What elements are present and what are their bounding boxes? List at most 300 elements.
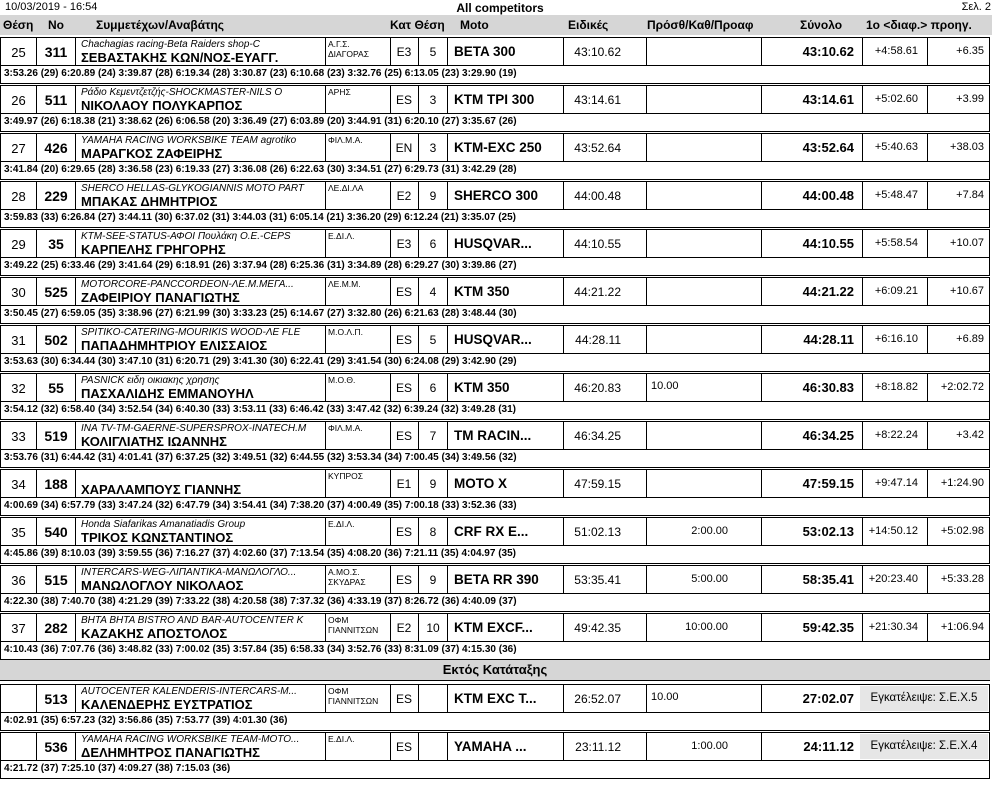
column-divider xyxy=(927,230,928,257)
total-time: 59:42.35 xyxy=(802,620,854,635)
column-divider xyxy=(325,38,326,65)
position: 29 xyxy=(11,237,26,252)
header-total: Σύνολο xyxy=(800,18,843,32)
column-divider xyxy=(447,470,448,497)
result-line xyxy=(0,37,990,66)
total-time: 44:28.11 xyxy=(803,332,854,347)
column-divider xyxy=(761,566,762,593)
column-divider xyxy=(418,685,419,712)
split-times: 3:53.26 (29) 6:20.89 (24) 3:39.87 (28) 6:19.34 (28) 3:30.87 (23) 6:10.68 (23) 3:32.76 (25) 6:13.05 (23) 3:29.90 (19) xyxy=(4,68,517,79)
club-name: ΚΥΠΡΟΣ xyxy=(328,471,364,481)
column-divider xyxy=(563,374,564,401)
position: 27 xyxy=(11,141,26,156)
rider-name: ΜΑΡΑΓΚΟΣ ΖΑΦΕΙΡΗΣ xyxy=(81,146,223,161)
rider-name: ΚΟΛΙΓΛΙΑΤΗΣ ΙΩΑΝΝΗΣ xyxy=(81,434,227,449)
split-times: 4:21.72 (37) 7:25.10 (37) 4:09.27 (38) 7:15.03 (36) xyxy=(4,763,231,774)
column-divider xyxy=(927,518,928,545)
special-time: 46:34.25 xyxy=(574,429,621,443)
club-name: ΟΦΜ ΓΙΑΝΝΙΤΣΩΝ xyxy=(328,686,379,706)
column-divider xyxy=(862,470,863,497)
header-cat-pos: Κατ Θέση xyxy=(390,18,445,32)
motorcycle: KTM 350 xyxy=(454,380,510,395)
category: ES xyxy=(395,692,412,706)
column-divider xyxy=(447,733,448,760)
column-divider xyxy=(325,566,326,593)
gap-to-previous: +3.99 xyxy=(956,93,984,105)
club-name: Μ.Ο.Θ. xyxy=(328,375,356,385)
team-name: Honda Siafarikas Amanatiadis Group xyxy=(81,519,246,530)
result-line xyxy=(0,565,990,594)
special-time: 44:21.22 xyxy=(574,285,621,299)
category-position: 9 xyxy=(429,573,437,587)
column-divider xyxy=(325,182,326,209)
column-divider xyxy=(418,38,419,65)
gap-to-leader: +8:22.24 xyxy=(874,429,918,441)
retired-status: Εγκατέλειψε: Σ.Ε.Χ.4 xyxy=(860,734,988,759)
special-time: 46:20.83 xyxy=(574,381,621,395)
motorcycle: BETA RR 390 xyxy=(454,572,539,587)
total-time: 24:11.12 xyxy=(803,739,854,754)
position: 25 xyxy=(11,45,26,60)
result-line xyxy=(0,732,990,761)
column-divider xyxy=(927,38,928,65)
column-divider xyxy=(447,86,448,113)
motorcycle: SHERCO 300 xyxy=(454,188,539,203)
total-time: 58:35.41 xyxy=(802,572,854,587)
club-name: ΛΕ.ΔΙ.ΛΑ xyxy=(328,183,364,193)
table-row xyxy=(0,469,992,517)
gap-to-previous: +3.42 xyxy=(956,429,984,441)
split-times: 3:49.22 (25) 6:33.46 (29) 3:41.64 (29) 6:18.91 (26) 3:37.94 (28) 6:25.36 (31) 3:34.89 (28) 6:29.27 (30) 3:39.86 (27) xyxy=(4,260,517,271)
column-divider xyxy=(563,278,564,305)
column-divider xyxy=(325,733,326,760)
category-position: 8 xyxy=(429,525,437,539)
column-divider xyxy=(447,326,448,353)
race-number: 188 xyxy=(44,476,68,492)
special-time: 44:28.11 xyxy=(575,333,621,347)
penalty-time: 10:00.00 xyxy=(685,621,728,633)
column-divider xyxy=(75,278,76,305)
rider-name: ΚΑΛΕΝΔΕΡΗΣ ΕΥΣΤΡΑΤΙΟΣ xyxy=(81,697,253,712)
split-times-line xyxy=(0,713,990,731)
column-divider xyxy=(447,614,448,641)
column-divider xyxy=(563,326,564,353)
header-no: Νο xyxy=(48,18,64,32)
total-time: 44:00.48 xyxy=(802,188,854,203)
result-line xyxy=(0,229,990,258)
position: 30 xyxy=(11,285,26,300)
gap-to-previous: +5:33.28 xyxy=(940,573,984,585)
result-line xyxy=(0,421,990,450)
total-time: 27:02.07 xyxy=(802,691,854,706)
table-row xyxy=(0,85,992,133)
column-divider xyxy=(325,230,326,257)
column-divider xyxy=(75,685,76,712)
rider-name: ΜΑΝΩΛΟΓΛΟΥ ΝΙΚΟΛΑΟΣ xyxy=(81,578,244,593)
column-divider xyxy=(418,230,419,257)
column-divider xyxy=(862,326,863,353)
category-position: 9 xyxy=(429,189,437,203)
split-times: 4:10.43 (36) 7:07.76 (36) 3:48.82 (33) 7:00.02 (35) 3:57.84 (35) 6:58.33 (34) 3:52.76 (33) 8:31.09 (37) 4:15.30 (36) xyxy=(4,644,517,655)
column-divider xyxy=(761,86,762,113)
gap-to-leader: +14:50.12 xyxy=(868,525,918,537)
club-name: ΑΡΗΣ xyxy=(328,87,351,97)
race-number: 502 xyxy=(44,332,68,348)
team-name: BHTA BHTA BISTRO AND BAR-AUTOCENTER K xyxy=(81,615,304,626)
column-divider xyxy=(325,422,326,449)
rider-name: ΠΑΣΧΑΛΙΔΗΣ ΕΜΜΑΝΟΥΗΛ xyxy=(81,386,254,401)
gap-to-previous: +6.35 xyxy=(956,45,984,57)
column-divider xyxy=(447,278,448,305)
club-name: ΦΙΛ.Μ.Α. xyxy=(328,135,363,145)
column-divider xyxy=(447,182,448,209)
position: 34 xyxy=(11,477,26,492)
column-divider xyxy=(862,230,863,257)
category: ES xyxy=(395,740,412,754)
column-divider xyxy=(418,422,419,449)
column-divider xyxy=(563,685,564,712)
header-pos: Θέση xyxy=(3,18,34,32)
total-time: 43:14.61 xyxy=(802,92,854,107)
race-number: 55 xyxy=(48,380,64,396)
column-divider xyxy=(75,614,76,641)
gap-to-previous: +10.07 xyxy=(950,237,984,249)
position: 32 xyxy=(11,381,26,396)
special-time: 26:52.07 xyxy=(574,692,621,706)
column-divider xyxy=(447,518,448,545)
column-divider xyxy=(75,230,76,257)
column-divider xyxy=(563,518,564,545)
split-times-line xyxy=(0,354,990,372)
gap-to-previous: +1:06.94 xyxy=(940,621,984,633)
split-times-line xyxy=(0,402,990,420)
race-number: 35 xyxy=(48,236,64,252)
column-divider xyxy=(75,422,76,449)
result-line xyxy=(0,277,990,306)
category-position: 3 xyxy=(429,141,437,155)
split-times: 3:54.12 (32) 6:58.40 (34) 3:52.54 (34) 6:40.30 (33) 3:53.11 (33) 6:46.42 (33) 3:47.42 (32) 6:39.24 (32) 3:49.28 (31) xyxy=(4,404,516,415)
column-divider xyxy=(862,86,863,113)
position: 26 xyxy=(11,93,26,108)
total-time: 46:34.25 xyxy=(802,428,854,443)
column-divider xyxy=(761,518,762,545)
column-divider xyxy=(563,134,564,161)
column-divider xyxy=(646,86,647,113)
race-number: 519 xyxy=(44,428,68,444)
club-name: Μ.Ο.Λ.Π. xyxy=(328,327,363,337)
column-divider xyxy=(563,614,564,641)
column-divider xyxy=(646,278,647,305)
unclassified-row xyxy=(0,732,992,780)
rider-name: ΧΑΡΑΛΑΜΠΟΥΣ ΓΙΑΝΝΗΣ xyxy=(81,482,242,497)
rider-name: ΣΕΒΑΣΤΑΚΗΣ ΚΩΝ/ΝΟΣ-ΕΥΑΓΓ. xyxy=(81,50,279,65)
split-times: 4:45.86 (39) 8:10.03 (39) 3:59.55 (36) 7:16.27 (37) 4:02.60 (37) 7:13.54 (35) 4:08.20 (36) 7:21.11 (35) 4:04.97 (35) xyxy=(4,548,516,559)
print-datetime: 10/03/2019 - 16:54 xyxy=(5,1,98,13)
column-divider xyxy=(646,566,647,593)
column-divider xyxy=(418,733,419,760)
header-gaps: 1ο <διαφ.> προηγ. xyxy=(866,18,972,32)
column-divider xyxy=(447,374,448,401)
table-row xyxy=(0,181,992,229)
column-divider xyxy=(862,614,863,641)
table-header xyxy=(0,15,992,35)
column-divider xyxy=(646,422,647,449)
column-divider xyxy=(75,518,76,545)
special-time: 44:00.48 xyxy=(574,189,621,203)
column-divider xyxy=(325,518,326,545)
column-divider xyxy=(447,230,448,257)
column-divider xyxy=(862,374,863,401)
category: ES xyxy=(395,525,412,539)
club-name: ΛΕ.Μ.Μ. xyxy=(328,279,361,289)
column-divider xyxy=(563,182,564,209)
split-times: 3:53.63 (30) 6:34.44 (30) 3:47.10 (31) 6:20.71 (29) 3:41.30 (30) 6:22.41 (29) 3:41.54 (30) 6:24.08 (29) 3:42.90 (29) xyxy=(4,356,517,367)
result-line xyxy=(0,85,990,114)
split-times: 3:53.76 (31) 6:44.42 (31) 4:01.41 (37) 6:37.25 (32) 3:49.51 (32) 6:44.55 (32) 3:53.34 (34) 7:00.45 (34) 3:49.56 (32) xyxy=(4,452,517,463)
race-number: 513 xyxy=(44,691,68,707)
column-divider xyxy=(447,566,448,593)
total-time: 53:02.13 xyxy=(802,524,854,539)
position: 37 xyxy=(11,621,26,636)
gap-to-previous: +6.89 xyxy=(956,333,984,345)
special-time: 43:10.62 xyxy=(574,45,621,59)
rider-name: ΚΑΡΠΕΛΗΣ ΓΡΗΓΟΡΗΣ xyxy=(81,242,226,257)
category: ES xyxy=(395,93,412,107)
table-row xyxy=(0,133,992,181)
split-times: 3:50.45 (27) 6:59.05 (35) 3:38.96 (27) 6:21.99 (30) 3:33.23 (25) 6:14.67 (27) 3:32.80 (26) 6:21.63 (28) 3:48.44 (30) xyxy=(4,308,517,319)
split-times-line xyxy=(0,594,990,612)
split-times-line xyxy=(0,642,990,660)
category: ES xyxy=(395,381,412,395)
club-name: Ε.ΔΙ.Λ. xyxy=(328,231,355,241)
column-divider xyxy=(761,134,762,161)
category: E2 xyxy=(396,189,412,203)
column-divider xyxy=(75,566,76,593)
column-divider xyxy=(862,182,863,209)
unclassified-row xyxy=(0,684,992,732)
page-number: Σελ. 2 xyxy=(961,1,991,13)
club-name: Α.Γ.Σ. ΔΙΑΓΟΡΑΣ xyxy=(328,39,369,59)
column-divider xyxy=(646,230,647,257)
column-divider xyxy=(418,134,419,161)
table-row xyxy=(0,37,992,85)
rider-name: ΜΠΑΚΑΣ ΔΗΜΗΤΡΙΟΣ xyxy=(81,194,218,209)
category-position: 6 xyxy=(429,237,437,251)
special-time: 49:42.35 xyxy=(574,621,621,635)
column-divider xyxy=(761,614,762,641)
gap-to-leader: +5:02.60 xyxy=(874,93,918,105)
rider-name: ΚΑΖΑΚΗΣ ΑΠΟΣΤΟΛΟΣ xyxy=(81,626,228,641)
rider-name: ΖΑΦΕΙΡΙΟΥ ΠΑΝΑΓΙΩΤΗΣ xyxy=(81,290,240,305)
column-divider xyxy=(418,470,419,497)
split-times-line xyxy=(0,162,990,180)
team-name: AUTOCENTER KALENDERIS-INTERCARS-M... xyxy=(81,686,297,697)
gap-to-previous: +2:02.72 xyxy=(940,381,984,393)
split-times-line xyxy=(0,498,990,516)
total-time: 43:52.64 xyxy=(802,140,854,155)
table-row xyxy=(0,373,992,421)
page-topbar xyxy=(0,0,1000,14)
column-divider xyxy=(75,38,76,65)
category: E1 xyxy=(396,477,412,491)
motorcycle: KTM EXCF... xyxy=(454,620,533,635)
column-divider xyxy=(325,278,326,305)
category-position: 10 xyxy=(426,621,440,635)
gap-to-previous: +7.84 xyxy=(956,189,984,201)
column-divider xyxy=(447,134,448,161)
column-divider xyxy=(447,38,448,65)
split-times: 4:02.91 (35) 6:57.23 (32) 3:56.86 (35) 7:53.77 (39) 4:01.30 (36) xyxy=(4,715,288,726)
column-divider xyxy=(927,614,928,641)
motorcycle: HUSQVAR... xyxy=(454,236,532,251)
position: 35 xyxy=(11,525,26,540)
category-position: 7 xyxy=(429,429,437,443)
special-time: 51:02.13 xyxy=(574,525,621,539)
column-divider xyxy=(646,374,647,401)
category: E3 xyxy=(396,45,412,59)
split-times-line xyxy=(0,210,990,228)
gap-to-leader: +9:47.14 xyxy=(874,477,918,489)
club-name: Ε.ΔΙ.Λ. xyxy=(328,519,355,529)
column-divider xyxy=(325,374,326,401)
unclassified-section-header: Εκτός Κατάταξης xyxy=(0,659,990,681)
header-penalties: Πρόσθ/Καθ/Προαφ xyxy=(647,18,754,32)
race-number: 536 xyxy=(44,739,68,755)
club-name: ΟΦΜ ΓΙΑΝΝΙΤΣΩΝ xyxy=(328,615,379,635)
special-time: 43:52.64 xyxy=(574,141,621,155)
team-name: INA TV-TM-GAERNE-SUPERSPROX-INATECH.M xyxy=(81,423,307,434)
split-times: 4:22.30 (38) 7:40.70 (38) 4:21.29 (39) 7:33.22 (38) 4:20.58 (38) 7:37.32 (36) 4:33.19 (37) 8:26.72 (36) 4:40.09 (37) xyxy=(4,596,517,607)
team-name: YAMAHA RACING WORKSBIKE TEAM agrotiko xyxy=(81,135,297,146)
race-number: 229 xyxy=(44,188,68,204)
column-divider xyxy=(563,422,564,449)
gap-to-leader: +5:48.47 xyxy=(874,189,918,201)
column-divider xyxy=(927,470,928,497)
table-row xyxy=(0,229,992,277)
race-number: 525 xyxy=(44,284,68,300)
category-position: 4 xyxy=(429,285,437,299)
column-divider xyxy=(447,422,448,449)
position: 33 xyxy=(11,429,26,444)
motorcycle: KTM EXC T... xyxy=(454,691,537,706)
column-divider xyxy=(646,470,647,497)
column-divider xyxy=(563,230,564,257)
club-name: ΦΙΛ.Μ.Α. xyxy=(328,423,363,433)
team-name: Ράδιο Κεμεντζετζής-SHOCKMASTER-NILS O xyxy=(81,87,283,98)
result-line xyxy=(0,613,990,642)
column-divider xyxy=(418,86,419,113)
column-divider xyxy=(646,38,647,65)
rider-name: ΔΕΛΗΜΗΤΡΟΣ ΠΑΝΑΓΙΩΤΗΣ xyxy=(81,745,260,760)
race-number: 282 xyxy=(44,620,68,636)
team-name: SPITIKO-CATERING-MOURIKIS WOOD-ΛΕ FLE xyxy=(81,327,301,338)
column-divider xyxy=(418,614,419,641)
column-divider xyxy=(927,422,928,449)
motorcycle: KTM-EXC 250 xyxy=(454,140,542,155)
category: E2 xyxy=(396,621,412,635)
total-time: 47:59.15 xyxy=(802,476,854,491)
column-divider xyxy=(927,278,928,305)
column-divider xyxy=(761,38,762,65)
split-times: 3:41.84 (20) 6:29.65 (28) 3:36.58 (23) 6:19.33 (27) 3:36.08 (26) 6:22.63 (30) 3:34.51 (27) 6:29.73 (31) 3:42.29 (28) xyxy=(4,164,517,175)
penalty-time: 5:00.00 xyxy=(691,573,728,585)
category: ES xyxy=(395,285,412,299)
column-divider xyxy=(862,134,863,161)
special-time: 23:11.12 xyxy=(575,740,621,754)
column-divider xyxy=(927,86,928,113)
column-divider xyxy=(927,182,928,209)
split-times-line xyxy=(0,546,990,564)
column-divider xyxy=(761,685,762,712)
column-divider xyxy=(418,326,419,353)
column-divider xyxy=(418,278,419,305)
position: 31 xyxy=(11,333,26,348)
column-divider xyxy=(418,182,419,209)
column-divider xyxy=(761,374,762,401)
split-times-line xyxy=(0,258,990,276)
rider-name: ΤΡΙΚΟΣ ΚΩΝΣΤΑΝΤΙΝΟΣ xyxy=(81,530,234,545)
race-number: 515 xyxy=(44,572,68,588)
category-position: 9 xyxy=(429,477,437,491)
motorcycle: CRF RX E... xyxy=(454,524,529,539)
motorcycle: KTM 350 xyxy=(454,284,510,299)
column-divider xyxy=(325,326,326,353)
column-divider xyxy=(75,374,76,401)
motorcycle: BETA 300 xyxy=(454,44,516,59)
column-divider xyxy=(75,182,76,209)
column-divider xyxy=(418,374,419,401)
rider-name: ΝΙΚΟΛΑΟΥ ΠΟΛΥΚΑΡΠΟΣ xyxy=(81,98,243,113)
column-divider xyxy=(646,134,647,161)
race-number: 311 xyxy=(44,44,68,60)
team-name: PASNICK ειδη οικιακης χρησης xyxy=(81,375,220,386)
gap-to-previous: +38.03 xyxy=(950,141,984,153)
gap-to-previous: +10.67 xyxy=(950,285,984,297)
total-time: 44:21.22 xyxy=(802,284,854,299)
rider-name: ΠΑΠΑΔΗΜΗΤΡΙΟΥ ΕΛΙΣΣΑΙΟΣ xyxy=(81,338,268,353)
category-position: 5 xyxy=(429,45,437,59)
club-name: Α.ΜΟ.Σ. ΣΚΥΔΡΑΣ xyxy=(328,567,366,587)
column-divider xyxy=(325,86,326,113)
gap-to-leader: +8:18.82 xyxy=(874,381,918,393)
column-divider xyxy=(761,733,762,760)
result-line xyxy=(0,469,990,498)
column-divider xyxy=(563,566,564,593)
column-divider xyxy=(761,230,762,257)
motorcycle: MOTO X xyxy=(454,476,508,491)
column-divider xyxy=(761,470,762,497)
split-times-line xyxy=(0,761,990,779)
header-rider: Συμμετέχων/Αναβάτης xyxy=(96,18,225,32)
column-divider xyxy=(862,278,863,305)
column-divider xyxy=(75,134,76,161)
total-time: 46:30.83 xyxy=(802,380,854,395)
column-divider xyxy=(646,614,647,641)
split-times-line xyxy=(0,66,990,84)
special-time: 44:10.55 xyxy=(574,237,621,251)
column-divider xyxy=(646,326,647,353)
team-name: KTM-SEE-STATUS-ΑΦΟΙ Πουλάκη Ο.Ε.-CEPS xyxy=(81,231,291,242)
split-times: 3:59.83 (33) 6:26.84 (27) 3:44.11 (30) 6:37.02 (31) 3:44.03 (31) 6:05.14 (21) 3:36.20 (29) 6:12.24 (21) 3:35.07 (25) xyxy=(4,212,516,223)
column-divider xyxy=(75,326,76,353)
split-times-line xyxy=(0,306,990,324)
split-times-line xyxy=(0,450,990,468)
split-times: 3:49.97 (26) 6:18.38 (21) 3:38.62 (26) 6:06.58 (20) 3:36.49 (27) 6:03.89 (20) 3:44.91 (31) 6:20.10 (27) 3:35.67 (26) xyxy=(4,116,517,127)
race-number: 511 xyxy=(44,92,68,108)
category: ES xyxy=(395,573,412,587)
column-divider xyxy=(761,182,762,209)
column-divider xyxy=(325,134,326,161)
